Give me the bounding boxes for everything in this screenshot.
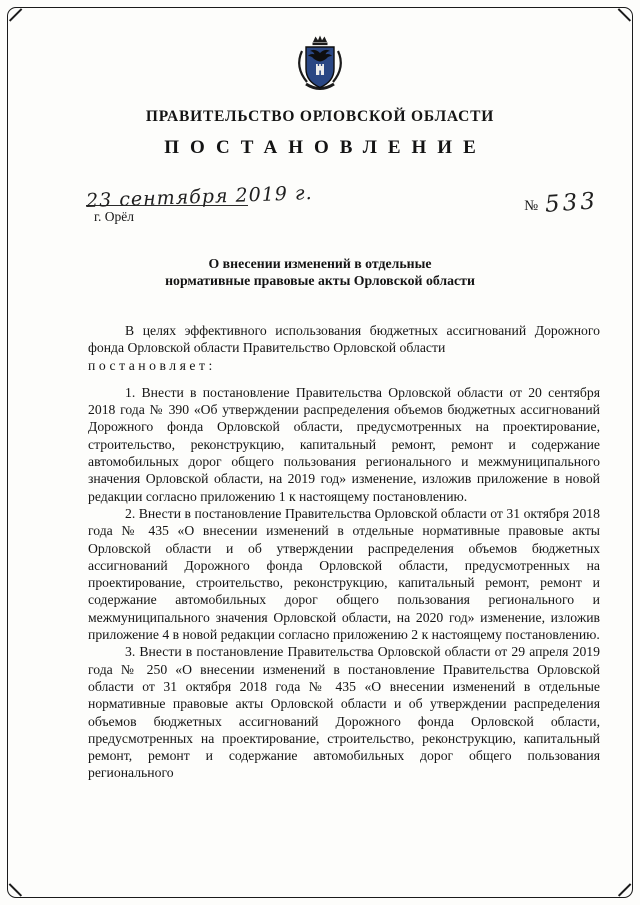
- doc-type-title: ПОСТАНОВЛЕНИЕ: [164, 137, 487, 158]
- corner-mark-top-left: [9, 8, 22, 21]
- corner-mark-bottom-right: [618, 884, 631, 897]
- subject-title: [0, 256, 640, 289]
- date-block: [85, 182, 313, 225]
- oryol-region-coat-of-arms-icon: [293, 33, 347, 102]
- subject-line-2: нормативные правовые акты Орловской области: [165, 272, 475, 288]
- resolve-word: постановляет:: [88, 357, 216, 373]
- handwritten-number: 533: [544, 188, 599, 218]
- paragraph-intro: [88, 322, 600, 374]
- city-label: г. Орёл: [94, 209, 134, 224]
- handwritten-date: 23 сентября 2019 г.: [85, 182, 313, 212]
- number-sign-label: №: [524, 198, 539, 214]
- corner-mark-bottom-left: [9, 884, 22, 897]
- intro-text: В целях эффективного использования бюджетных ассигнований Дорожного фонда Орловской области Правительство Орловской области: [88, 323, 600, 356]
- org-name: ПРАВИТЕЛЬСТВО ОРЛОВСКОЙ ОБЛАСТИ: [145, 108, 495, 125]
- document-body: [88, 322, 600, 782]
- decree-item-3: 3. Внести в постановление Правительства Орловской области от 29 апреля 2019 года № 250 «О внесении изменений в постановление Правительства Орловской области от 31 октября 2018 года № 435 «О внесении изменений в отдельные нормативные правовые акты Орловской области и об утверждении распределения объемов бюджетных ассигнований Дорожного фонда Орловской области, предусмотренных на проектирование, строительство, реконструкцию, капитальный ремонт, ремонт и содержание автомобильных дорог общего пользования регионального: [88, 644, 600, 781]
- subject-line-1: О внесении изменений в отдельные: [208, 256, 432, 271]
- number-block: [524, 190, 598, 216]
- corner-mark-top-right: [618, 8, 631, 21]
- decree-item-2: 2. Внести в постановление Правительства Орловской области от 31 октября 2018 года № 435 «О внесении изменений в отдельные нормативные правовые акты Орловской области и об утверждении распределения объемов бюджетных ассигнований Дорожного фонда Орловской области, предусмотренных на проектирование, строительство, реконструкцию, капитальный ремонт, ремонт и содержание автомобильных дорог общего пользования регионального и межмуниципального значения Орловской области, на 2020 год» изменение, изложив приложение 4 в новой редакции согласно приложению 2 к настоящему постановлению.: [88, 505, 600, 643]
- decree-item-1: 1. Внести в постановление Правительства Орловской области от 20 сентября 2018 года № 390 «Об утверждении распределения объемов бюджетных ассигнований Дорожного фонда Орловской области, предусмотренных на проектирование, строительство, реконструкцию, капитальный ремонт, ремонт и содержание автомобильных дорог общего пользования регионального и межмуниципального значения Орловской области, на 2019 год» изменение, изложив приложение в новой редакции согласно приложению 1 к настоящему постановлению.: [88, 384, 600, 504]
